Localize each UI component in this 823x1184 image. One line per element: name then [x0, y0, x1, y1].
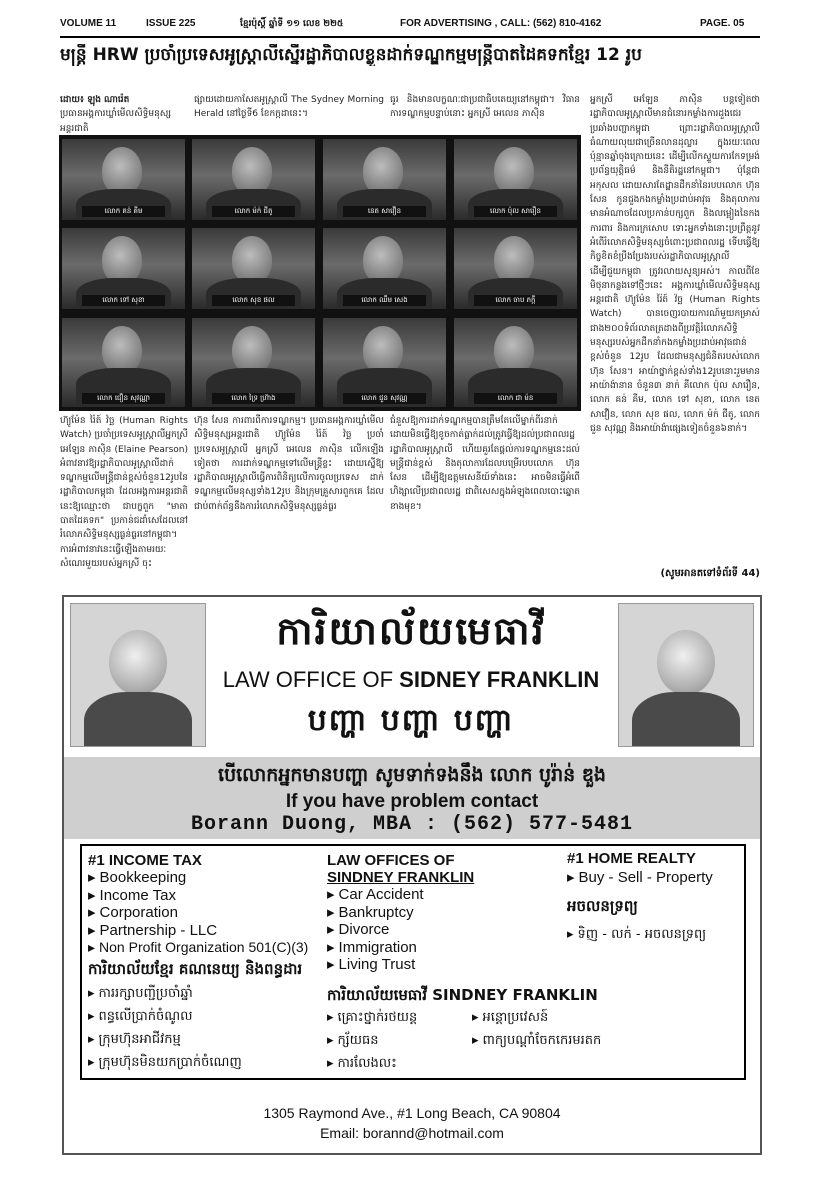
khmer-law-items-b [472, 1006, 732, 1052]
photo-caption: លោក ឈឹម សេង [343, 295, 426, 306]
ad-title-english [204, 667, 618, 693]
service-item: ▸ Bookkeeping [88, 869, 333, 887]
official-photo [192, 318, 315, 407]
photo-caption: លោក គន់ គីម [82, 206, 165, 217]
band-contact: Borann Duong, MBA : (562) 577-5481 [190, 813, 634, 836]
home-realty-column [567, 850, 737, 946]
khmer-service-item: ▸ ក្រុមហ៊ុនមិនយកប្រាក់ចំណេញ [88, 1051, 333, 1074]
khmer-service-item: ▸ គ្រោះថ្នាក់រថយន្ត [327, 1006, 467, 1029]
khmer-service-item: ▸ ពន្ធលើប្រាក់ចំណូល [88, 1005, 333, 1028]
article-col3-bottom: ជំនួសឱ្យការដាក់ទណ្ឌកម្មបានត្រឹមតែលើម្នាក់ពីរនាក់ ដោយមិនធ្វើឱ្យខូចកាត់ធ្លាក់ដល់ត្រូវធ្វើឱ្យដល់ប្រជាពលរដ្ឋ រដ្ឋាភិបាលអូស្ត្រាលី ហើយគួរតែផ្តល់ការទណ្ឌកម្មនេះដល់មន្ត្រីជាន់ខ្ពស់ និងតុលាការដែលបម្រើរបបលោក ហ៊ុន សែន ដើម្បីឱ្យឧត្តមសេនីយ៍ទាំងនេះ អាចមិនធ្វើអំពើហិង្សាលើប្រជាពលរដ្ឋ ជាពិសេសក្នុងអំឡុងពេលបោះឆ្នោតខាងមុខ។ [390, 416, 580, 512]
khmer-service-item: ▸ ពាក្យបណ្តាំចែកកេរមរតក [472, 1029, 732, 1052]
khmer-service-item: ▸ ក្ស័យធន [327, 1029, 467, 1052]
law-offices-heading-2: SINDNEY FRANKLIN [327, 869, 475, 886]
service-item: ▸ Living Trust [327, 956, 567, 974]
article-col2-bottom: ហ៊ុន សែន ការពារពីការទណ្ឌកម្ម។ ប្រធានអង្គការឃ្លាំមើលសិទ្ធិមនុស្សអន្តរជាតិ ហ៊្យូម៉ែន រ៉ៃត៍ វ៉ច្ឆ ប្រចាំប្រទេសអូស្ត្រាលី អ្នកស្រី អេលេន ភាស៊ិន លើកឡើងទៀតថា ការដាក់ទណ្ឌកម្មទៅលើមន្ត្រីខ្លះ ដោយស្នើឱ្យរដ្ឋាភិបាលអូស្ត្រាលីធ្វើការពិនិត្យលើការចូលប្រទេស ដាក់ទណ្ឌកម្មលើមនុស្សទាំង12រូប និងក្រុមគ្រួសារពួកគេ ដែលជាប់ពាក់ព័ន្ធនឹងការរំលោភសិទ្ធិមនុស្សធ្ងន់ធ្ងរ [194, 416, 384, 512]
band-english: If you have problem contact [285, 791, 539, 812]
official-photo [62, 318, 185, 407]
service-item: ▸ Divorce [327, 921, 567, 939]
official-photo [323, 139, 446, 220]
issue-label: ISSUE 225 [146, 18, 196, 29]
ad-title-prefix: LAW OFFICE OF [222, 667, 400, 692]
service-item: ▸ Bankruptcy [327, 904, 567, 922]
photo-caption: លោក ម៉ក់ ជីតូ [212, 206, 295, 217]
service-item: ▸ Corporation [88, 904, 333, 922]
official-photo [192, 139, 315, 220]
continued-notice: (សូមអានតទៅទំព័រទី 44) [660, 568, 760, 579]
ad-subtitle-khmer: បញ្ហា បញ្ហា បញ្ហា [307, 703, 515, 738]
article-col1-top [60, 93, 188, 133]
article-headline: មន្ត្រី HRW ប្រចាំប្រទេសអូស្ត្រាលីស្នើរដ្ឋាភិបាលខ្លួនដាក់ទណ្ឌកម្មមន្ត្រីបាតដៃគទកខ្មែរ 12 រូប [60, 45, 642, 65]
header-rule [60, 36, 760, 38]
official-photo [62, 228, 185, 309]
service-item: ▸ Immigration [327, 939, 567, 957]
service-item: ▸ Car Accident [327, 886, 567, 904]
band-khmer: បើលោកអ្នកមានបញ្ហា សូមទាក់ទងនឹង លោក បូរ៉ាន់ ឌួង [218, 764, 606, 786]
photo-caption: លោក ទៅ សុខា [82, 295, 165, 306]
official-photo [454, 228, 577, 309]
official-photo [454, 318, 577, 407]
khmer-service-item: ▸ ការលែងលះ [327, 1052, 467, 1075]
khmer-service-item: ▸ អន្តោប្រវេសន៍ [472, 1006, 732, 1029]
home-realty-heading: #1 HOME REALTY [567, 850, 696, 867]
contact-band [64, 757, 760, 839]
official-photo [323, 228, 446, 309]
photo-caption: លោក ទ្រៃ ហ្រ៊ាង [212, 393, 295, 404]
khmer-service-item: ▸ ក្រុមហ៊ុនអាជីវកម្ម [88, 1028, 333, 1051]
byline: ដោយ៖ ឡុង ណារ៉េត [60, 95, 130, 105]
official-photo [192, 228, 315, 309]
photo-caption: លោក សុខ ផល [212, 295, 295, 306]
service-item: ▸ Income Tax [88, 887, 333, 905]
law-offices-heading-1: LAW OFFICES OF [327, 852, 455, 869]
income-tax-heading: #1 INCOME TAX [88, 852, 202, 869]
khmer-service-item: ▸ ការរក្សាបញ្ជីប្រចាំឆ្នាំ [88, 982, 333, 1005]
ad-title-khmer: ការិយាល័យមេធាវី [276, 609, 546, 653]
col1-top-text: ប្រធានអង្គការឃ្លាំមើលសិទ្ធិមនុស្សអន្តរជាតិ [60, 109, 172, 133]
photo-caption: លោក ជា ម៉ន [474, 393, 557, 404]
photo-caption: លោក ចាប ភក្តី [474, 295, 557, 306]
office-address: 1305 Raymond Ave., #1 Long Beach, CA 90804 [263, 1105, 561, 1121]
official-photo [323, 318, 446, 407]
article-col4: អ្នកស្រី អេឡែន ភាស៊ិន បន្តទៀតថា រដ្ឋាភិបាលអូស្ត្រាលីមានជំនោរកម្លាំងការដួងជេរប្រឆាំងបញ្ហាកម្ពុជា ព្រោះរដ្ឋាភិបាលអូស្ត្រាលីធំណាយលុយជាច្រើនលានដុល្លារ ក្នុងរយៈពេលប៉ុន្មានឆ្នាំចុងក្រោយនេះ ដើម្បីលើកស្ទួយការកែទម្រង់ប្រព័ន្ធយុត្តិធម៌ និងនីតិរដ្ឋនៅកម្ពុជា។ ប៉ុន្តែជាអកុសល ដោយសារតែដ្ឋានដឹកនាំនៃរបបលោក ហ៊ុន សែន កូនជួងកងកម្លាំងប្រដាប់អាវុធ និងតុលាការមានអំណាចដែលប្រកាន់បក្សពួក និងលម្អៀងនៃកងការពារ និងការក្រសោប ទោះអ្នកទាំងនោះប្រព្រឹត្តនូវអំពើរំលោភសិទ្ធិមនុស្សចំពោះប្រជាពលរដ្ឋ ទើបធ្វើឱ្យកិច្ចខិតខំប្រឹងប្រែងរបស់រដ្ឋាភិបាលអូស្ត្រាលីដើម្បីជួយកម្ពុជា ត្រូវរលាយសូន្យអស់។ កាលពីខែមិថុនាកន្លងទៅថ្មីៗនេះ អង្គការឃ្លាំមើលសិទ្ធិមនុស្សអន្តរជាតិ ហ៊្យូម៉ែន រ៉ៃត៍ វ៉ច្ឆ (Human Rights Watch) បានចេញរបាយការណ៍មួយកម្រាស់ជាង២០០ទំព័រលាតត្រដាងពីប្រវត្តិរំលោភសិទ្ធិមនុស្សរបស់អ្នកដឹកនាំកងកម្លាំងប្រដាប់អាវុធជាន់ខ្ពស់ចំនួន 12រូប ដែលជាមនុស្សជំនិតរបស់លោក ហ៊ុន សែន។ អាយ៉ាថ្នាក់ខ្ពស់ទាំង12រូបនោះរួមមាន អាយ៉ាង៉ានាន ចំនួន៣ នាក់ គឺលោក ប៉ុល សារឿន, លោក គន់ គីម, លោក ទៅ សុខា, លោក នេត សាវឿន, លោក សុខ ផល, លោក ម៉ក់ ជីតូ, លោក ជួន សុវណ្ណ និងអាយ៉ាង៉ាផ្សេងទៀតចំនួន៦នាក់។ [590, 95, 760, 434]
khmer-service-item: ▸ ទិញ - លក់ - អចលនទ្រព្យ [567, 923, 737, 946]
photo-caption: លោក ប៉ុល សារឿន [474, 206, 557, 217]
attorney-photo [70, 603, 206, 747]
ad-title-name: SIDNEY FRANKLIN [399, 667, 600, 692]
real-estate-khmer-heading: អចលនទ្រព្យ [567, 896, 638, 915]
photo-caption: នេត សាវឿន [343, 206, 426, 217]
page-header [60, 18, 760, 34]
service-item: ▸ Partnership - LLC [88, 922, 333, 940]
khmer-law-heading: ការិយាល័យមេធាវី SINDNEY FRANKLIN [327, 986, 598, 1004]
date-khmer: ខ្មែរប៉ុស្តិ៍ ឆ្នាំទី ១១ លេខ ២២៥ [240, 19, 344, 29]
khmer-law-items-a [327, 1006, 467, 1075]
service-item: ▸ Non Profit Organization 501(C)(3) [88, 939, 333, 957]
page-number: PAGE. 05 [700, 18, 745, 29]
advertising-contact: FOR ADVERTISING , CALL: (562) 810-4162 [400, 18, 602, 29]
accountant-photo [618, 603, 754, 747]
article-col1-bottom: ហ៊្យូម៉ែន រ៉ៃត៍ វ៉ច្ឆ (Human Rights Watch) ប្រចាំប្រទេសអូស្ត្រាលីអ្នកស្រី អេឡែន ភាស៊ិន (Elaine Pearson) អំពាវនាវឱ្យរដ្ឋាភិបាលអូស្ត្រាលីដាក់ទណ្ឌកម្មលើមន្ត្រីជាន់ខ្ពស់ចំនួន12រូបនៃរដ្ឋាភិបាលកម្ពុជា ដែលអង្គការអន្តរជាតិនេះឱ្យឈ្មោះថា ជាបក្ខពួក "មាតាបាតដៃគទក" ប្រកាន់ជដាំសេដែលនៅរំលោភសិទ្ធិមនុស្សធ្ងន់ធ្ងរនៅកម្ពុជា។ ការអំពាវនាវនេះធ្វើឡើងតាមរយៈសំណេរមួយរបស់អ្នកស្រី ចុះ [60, 416, 188, 569]
officials-photo-grid [59, 135, 581, 411]
article-col2-top: ផ្សាយដោយកាសែតអូស្ត្រាលី The Sydney Morning Herald នៅថ្ងៃទី6 ខែកក្កដានេះ។ [194, 95, 384, 120]
income-tax-column [88, 852, 333, 1074]
law-office-advertisement [62, 595, 762, 1155]
photo-caption: លោក ជឿន សុវណ្ណា [82, 393, 165, 404]
office-email[interactable]: Email: borannd@hotmail.com [320, 1125, 504, 1141]
law-offices-column [327, 852, 567, 974]
khmer-accounting-heading: ការិយាល័យខ្មែរ គណនេយ្យ និងពន្ធដារ [88, 959, 303, 978]
official-photo [62, 139, 185, 220]
service-item: ▸ Buy - Sell - Property [567, 869, 737, 887]
services-box [80, 844, 746, 1080]
article-col3-top: ធូរ និងមានលក្ខណៈជាប្រជាធិបតេយ្យនៅកម្ពុជា។ វិធានការទណ្ឌកម្មបន្ទាប់នោះ អ្នកស្រី អេលេន ភាស៊ិន [390, 95, 580, 120]
photo-caption: លោក ជួន សុវណ្ណ [343, 393, 426, 404]
official-photo [454, 139, 577, 220]
volume-label: VOLUME 11 [60, 18, 117, 29]
